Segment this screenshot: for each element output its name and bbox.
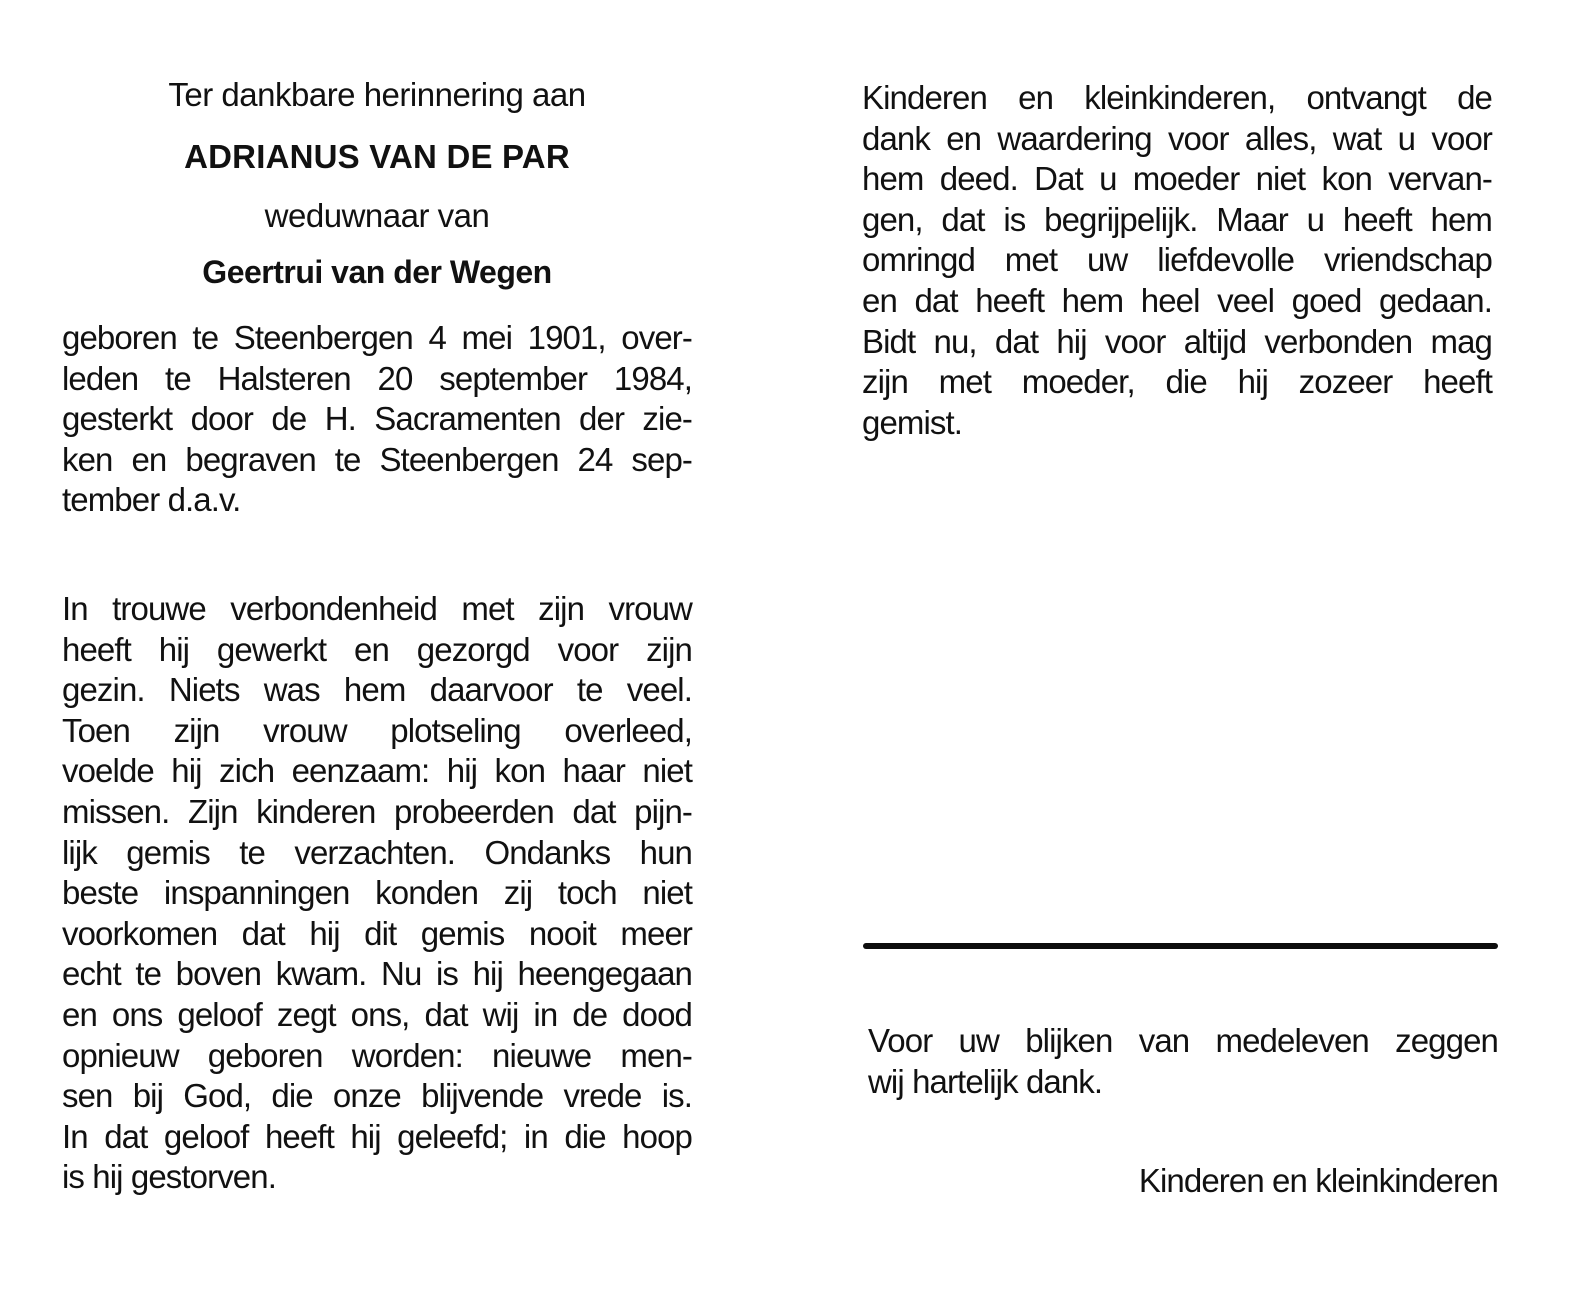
biography-line: geboren te Steenbergen 4 mei 1901, over- xyxy=(62,319,692,356)
condolence-thanks-paragraph xyxy=(868,1021,1498,1102)
family-signature: Kinderen en kleinkinderen xyxy=(1138,1162,1498,1199)
biography-line: tember d.a.v. xyxy=(62,481,241,519)
children-address-line: zijn met moeder, die hij zozeer heeft xyxy=(862,363,1492,401)
tribute-line: is hij gestorven. xyxy=(62,1158,276,1196)
deceased-name: ADRIANUS VAN DE PAR xyxy=(184,138,570,175)
tribute-line: beste inspanningen konden zij toch niet xyxy=(62,874,692,912)
children-address-line: Kinderen en kleinkinderen, ontvangt de xyxy=(862,79,1492,116)
children-address-line: gen, dat is begrijpelijk. Maar u heeft hem xyxy=(862,200,1492,238)
children-address-paragraph xyxy=(862,78,1492,443)
tribute-line: en ons geloof zegt ons, dat wij in de dood xyxy=(62,995,692,1033)
biography-line: leden te Halsteren 20 september 1984, xyxy=(62,359,692,397)
tribute-line: gezin. Niets was hem daarvoor te veel. xyxy=(62,671,692,709)
biography-line: gesterkt door de H. Sacramenten der zie- xyxy=(62,400,692,438)
horizontal-divider xyxy=(863,943,1498,949)
tribute-line: Toen zijn vrouw plotseling overleed, xyxy=(62,711,692,749)
children-address-line: Bidt nu, dat hij voor altijd verbonden mag xyxy=(862,322,1492,360)
tribute-line: In dat geloof heeft hij geleefd; in die hoop xyxy=(62,1117,692,1155)
children-address-line: dank en waardering voor alles, wat u voor xyxy=(862,119,1492,157)
spouse-name: Geertrui van der Wegen xyxy=(202,254,552,290)
tribute-line: missen. Zijn kinderen probeerden dat pijn- xyxy=(62,792,692,830)
tribute-line: heeft hij gewerkt en gezorgd voor zijn xyxy=(62,630,692,668)
biography-line: ken en begraven te Steenbergen 24 sep- xyxy=(62,440,692,478)
dedication-intro: Ter dankbare herinnering aan xyxy=(168,76,586,113)
tribute-line: opnieuw geboren worden: nieuwe men- xyxy=(62,1036,692,1074)
condolence-line: wij hartelijk dank. xyxy=(868,1062,1103,1100)
tribute-line: voelde hij zich eenzaam: hij kon haar niet xyxy=(62,752,692,790)
biography-paragraph xyxy=(62,318,692,521)
tribute-line: echt te boven kwam. Nu is hij heengegaan xyxy=(62,955,692,993)
relation-label: weduwnaar van xyxy=(264,197,490,234)
condolence-line: Voor uw blijken van medeleven zeggen xyxy=(868,1022,1498,1059)
tribute-line: In trouwe verbondenheid met zijn vrouw xyxy=(62,590,692,627)
tribute-paragraph xyxy=(62,589,692,1198)
tribute-line: lijk gemis te verzachten. Ondanks hun xyxy=(62,833,692,871)
children-address-line: omringd met uw liefdevolle vriendschap xyxy=(862,241,1492,279)
children-address-line: gemist. xyxy=(862,403,963,441)
tribute-line: voorkomen dat hij dit gemis nooit meer xyxy=(62,914,692,952)
children-address-line: hem deed. Dat u moeder niet kon vervan- xyxy=(862,160,1492,198)
children-address-line: en dat heeft hem heel veel goed gedaan. xyxy=(862,281,1492,319)
tribute-line: sen bij God, die onze blijvende vrede is. xyxy=(62,1077,692,1115)
